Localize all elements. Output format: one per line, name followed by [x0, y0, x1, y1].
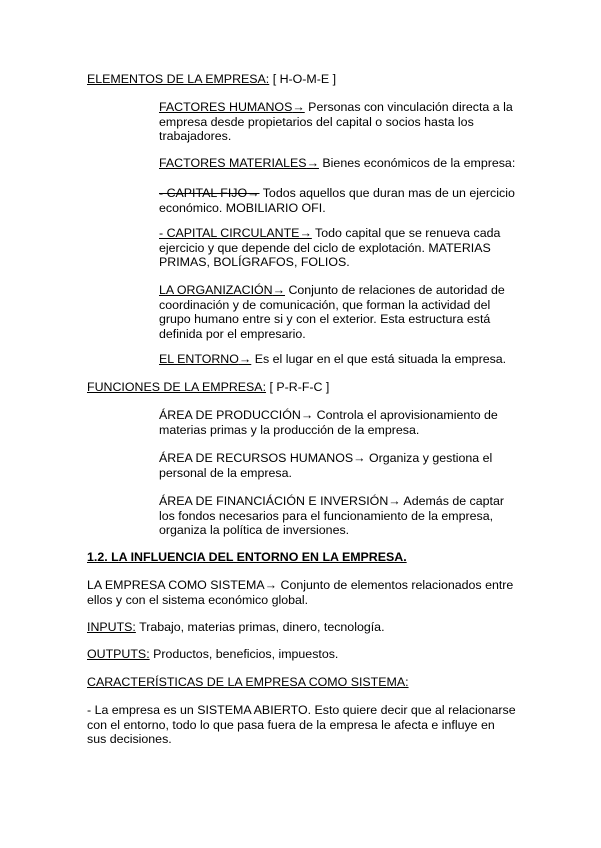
- entorno-term-text: EL ENTORNO: [159, 352, 239, 366]
- area-financiacion-paragraph: [159, 494, 519, 538]
- capital-circulante-paragraph: [159, 226, 519, 270]
- outputs-text: Productos, beneficios, impuestos.: [149, 647, 339, 661]
- sistema-abierto-paragraph: - La empresa es un SISTEMA ABIERTO. Esto quiere decir que al relacionarse con el entorno, todo lo que pasa fuera de la empresa le afecta e influye en sus decisiones.: [87, 703, 516, 747]
- area-produccion-text: Controla el aprovisionamiento de materias primas y la producción de la empresa.: [159, 408, 498, 437]
- capital-fijo-paragraph: [159, 186, 519, 215]
- factores-humanos-term-text: FACTORES HUMANOS: [159, 100, 293, 114]
- capital-fijo-term: [159, 186, 260, 200]
- inputs-paragraph: [87, 620, 517, 635]
- entorno-text: Es el lugar en el que está situada la empresa.: [251, 352, 507, 366]
- capital-fijo-term-text: - CAPITAL FIJO: [159, 186, 248, 200]
- home-heading-label: ELEMENTOS DE LA EMPRESA:: [87, 72, 270, 86]
- area-produccion-term: ÁREA DE PRODUCCIÓN: [159, 408, 301, 422]
- organizacion-text: Conjunto de relaciones de autoridad de coordinación y de comunicación, que forman la actividad del grupo humano entre si y con el exterior. Esta estructura está definida por el empresario.: [159, 283, 505, 341]
- outputs-paragraph: [87, 647, 517, 662]
- arrow-icon: →: [247, 186, 260, 200]
- factores-materiales-term-text: FACTORES MATERIALES: [159, 156, 307, 170]
- area-rrhh-term: ÁREA DE RECURSOS HUMANOS: [159, 451, 354, 465]
- capital-circulante-term-text: - CAPITAL CIRCULANTE: [159, 226, 300, 240]
- arrow-icon: →: [238, 352, 252, 366]
- area-financiacion-term: ÁREA DE FINANCIÁCIÓN E INVERSIÓN: [159, 494, 389, 508]
- inputs-label: INPUTS:: [87, 620, 136, 634]
- organizacion-term: [159, 283, 285, 297]
- arrow-icon: →: [353, 451, 366, 465]
- arrow-icon: →: [299, 226, 312, 240]
- arrow-icon: →: [300, 408, 314, 422]
- entorno-term: [159, 352, 251, 366]
- funciones-heading-bracket: [ P-R-F-C ]: [266, 380, 330, 394]
- section-title: 1.2. LA INFLUENCIA DEL ENTORNO EN LA EMPRESA.: [87, 550, 407, 564]
- factores-humanos-paragraph: [159, 100, 519, 144]
- caracteristicas-title: CARACTERÍSTICAS DE LA EMPRESA COMO SISTEMA:: [87, 675, 409, 689]
- capital-fijo-text: Todos aquellos que duran mas de un ejercicio económico. MOBILIARIO OFI.: [159, 186, 515, 215]
- capital-circulante-text: Todo capital que se renueva cada ejercicio y que depende del ciclo de explotación. MATERIAS PRIMAS, BOLÍGRAFOS, FOLIOS.: [159, 226, 501, 270]
- empresa-sistema-term: LA EMPRESA COMO SISTEMA: [87, 578, 265, 592]
- outputs-label: OUTPUTS:: [87, 647, 150, 661]
- funciones-heading: [87, 380, 517, 395]
- empresa-sistema-text: Conjunto de elementos relacionados entre ellos y con el sistema económico global.: [87, 578, 514, 607]
- factores-materiales-paragraph: [159, 156, 519, 171]
- arrow-icon: →: [272, 283, 285, 297]
- arrow-icon: →: [292, 100, 305, 114]
- factores-materiales-term: [159, 156, 319, 170]
- inputs-text: Trabajo, materias primas, dinero, tecnología.: [135, 620, 385, 634]
- area-rrhh-text: Organiza y gestiona el personal de la empresa.: [159, 451, 493, 480]
- factores-humanos-text: Personas con vinculación directa a la empresa desde propietarios del capital o socios hasta los trabajadores.: [159, 100, 513, 144]
- organizacion-term-text: LA ORGANIZACIÓN: [159, 283, 273, 297]
- funciones-heading-label: FUNCIONES DE LA EMPRESA:: [87, 380, 267, 394]
- arrow-icon: →: [306, 156, 319, 170]
- empresa-sistema-paragraph: [87, 578, 517, 607]
- arrow-icon: →: [264, 578, 278, 592]
- area-produccion-paragraph: [159, 408, 519, 437]
- factores-humanos-term: [159, 100, 305, 114]
- home-heading-bracket: [ H-O-M-E ]: [269, 72, 337, 86]
- area-rrhh-paragraph: [159, 451, 519, 480]
- organizacion-paragraph: [159, 283, 519, 341]
- entorno-paragraph: [159, 352, 519, 367]
- arrow-icon: →: [388, 494, 401, 508]
- capital-circulante-term: [159, 226, 312, 240]
- home-heading: [87, 72, 517, 87]
- area-financiacion-text: Además de captar los fondos necesarios para el funcionamiento de la empresa, organiza la política de inversiones.: [159, 494, 504, 538]
- factores-materiales-text: Bienes económicos de la empresa:: [318, 156, 516, 170]
